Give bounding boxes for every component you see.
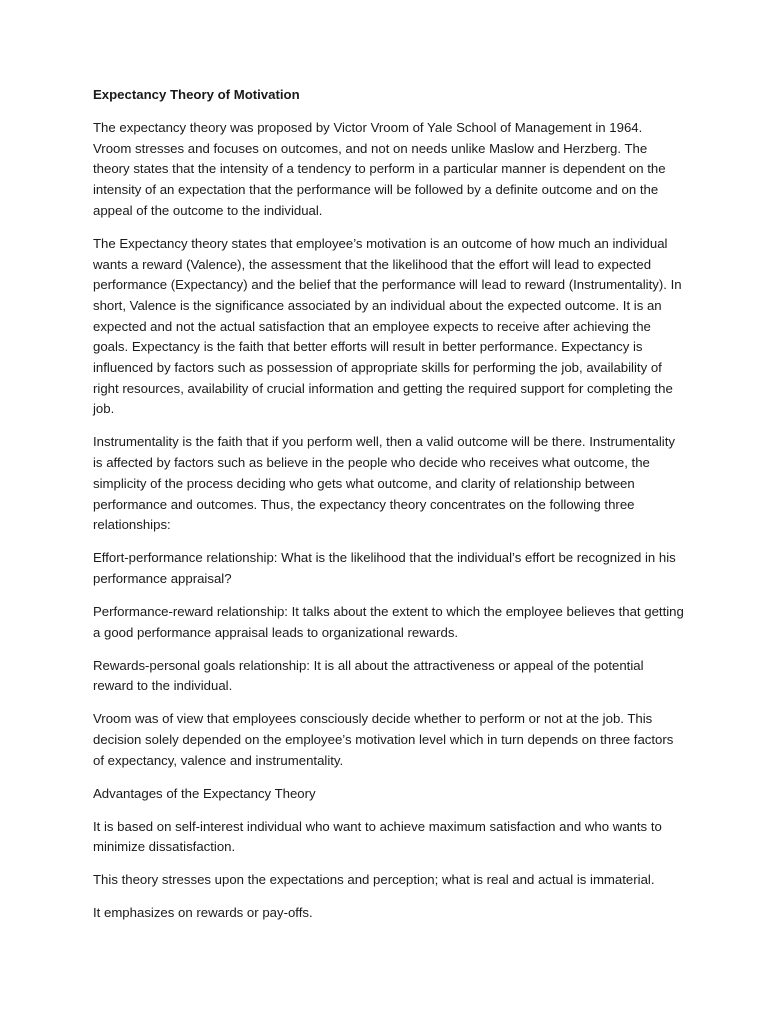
paragraph-performance-reward: Performance-reward relationship: It talks about the extent to which the employee believes that getting a good performance appraisal leads to organizational rewards.: [93, 603, 684, 640]
paragraph-advantage-rewards: It emphasizes on rewards or pay-offs.: [93, 905, 313, 921]
section-heading-advantages: Advantages of the Expectancy Theory: [93, 785, 316, 801]
paragraph-vroom-view: Vroom was of view that employees consciously decide whether to perform or not at the job. This decision solely depended on the employee’s motivation level which in turn depends on three factors of expectancy, valence and instrumentality.: [93, 711, 674, 768]
paragraph-valence-expectancy: The Expectancy theory states that employee’s motivation is an outcome of how much an individual wants a reward (Valence), the assessment that the likelihood that the effort will lead to expected performance (Expectancy) and the belief that the performance will lead to reward (Instrumentality). In short, Valence is the significance associated by an individual about the expected outcome. It is an expected and not the actual satisfaction that an employee expects to receive after achieving the goals. Expectancy is the faith that better efforts will result in better performance. Expectancy is influenced by factors such as possession of appropriate skills for performing the job, availability of right resources, availability of crucial information and getting the required support for completing the job.: [93, 235, 682, 417]
paragraph-advantage-expectations: This theory stresses upon the expectations and perception; what is real and actual is immaterial.: [93, 872, 655, 888]
paragraph-instrumentality: Instrumentality is the faith that if you perform well, then a valid outcome will be there. Instrumentality is affected by factors such as believe in the people who decide who receives what outcome, the simplicity of the process deciding who gets what outcome, and clarity of relationship between performance and outcomes. Thus, the expectancy theory concentrates on the following three relationships:: [93, 434, 675, 533]
document-title: Expectancy Theory of Motivation: [93, 87, 300, 102]
paragraph-effort-performance: Effort-performance relationship: What is the likelihood that the individual’s effort be recognized in his performance appraisal?: [93, 550, 676, 586]
paragraph-intro: The expectancy theory was proposed by Victor Vroom of Yale School of Management in 1964. Vroom stresses and focuses on outcomes, and not on needs unlike Maslow and Herzberg. The theory states that the intensity of a tendency to perform in a particular manner is dependent on the intensity of an expectation that the performance will be followed by a definite outcome and on the appeal of the outcome to the individual.: [93, 120, 666, 218]
paragraph-advantage-self-interest: It is based on self-interest individual who want to achieve maximum satisfaction and who wants to minimize dissatisfaction.: [93, 818, 662, 855]
paragraph-rewards-goals: Rewards-personal goals relationship: It is all about the attractiveness or appeal of the potential reward to the individual.: [93, 657, 644, 694]
